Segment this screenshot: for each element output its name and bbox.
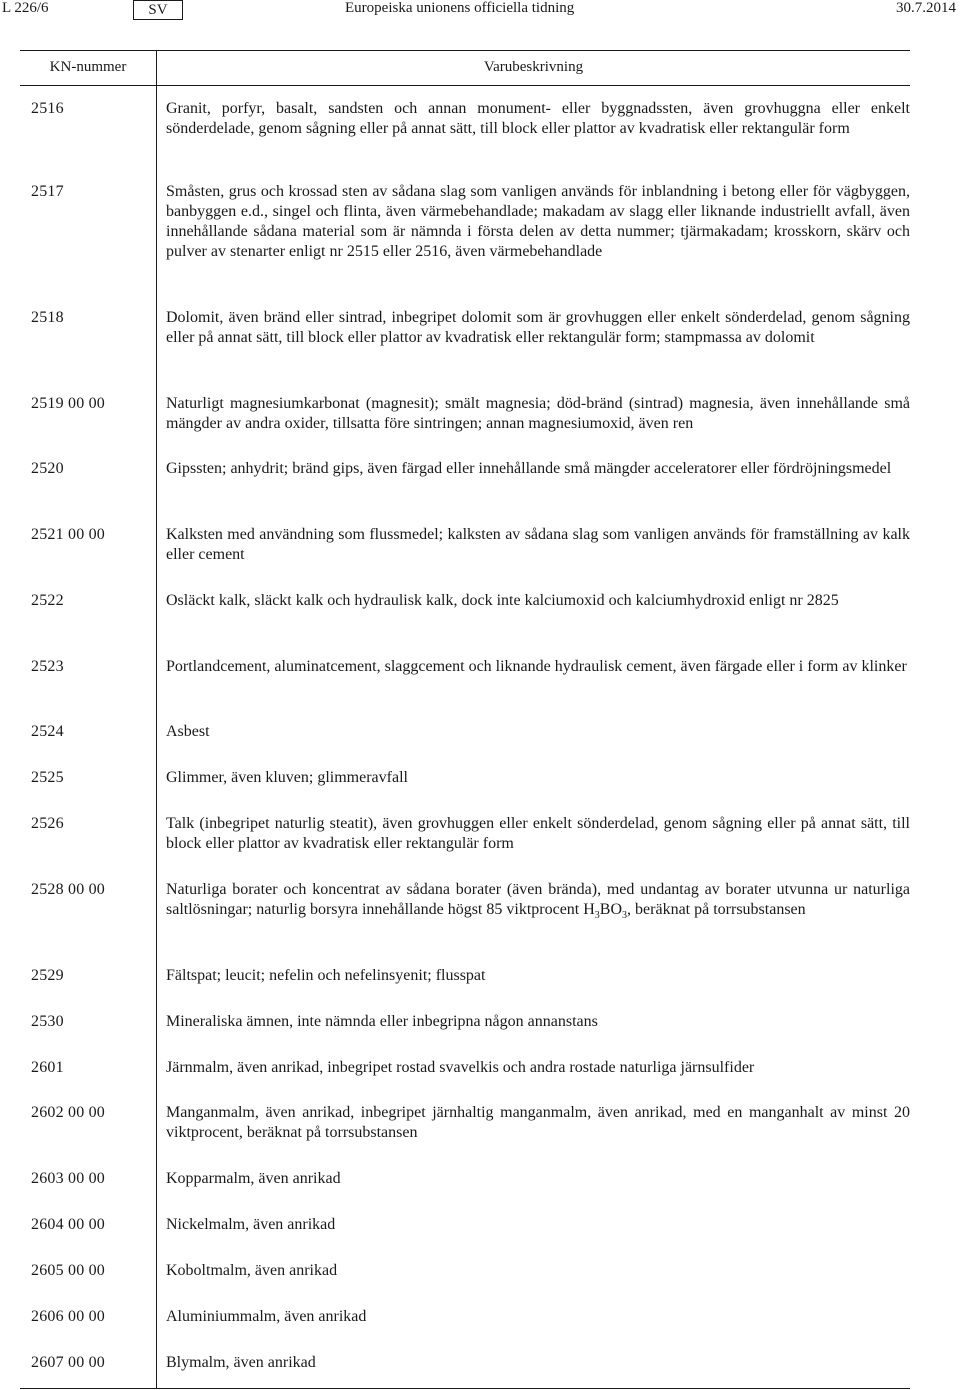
description: Kopparmalm, även anrikad bbox=[166, 1170, 341, 1187]
publication-date: 30.7.2014 bbox=[896, 0, 956, 16]
kn-code: 2516 bbox=[31, 100, 64, 117]
description: Mineraliska ämnen, inte nämnda eller inbegripna någon annanstans bbox=[166, 1013, 598, 1030]
column-divider bbox=[156, 51, 157, 1388]
description-text: BO bbox=[599, 901, 623, 918]
journal-title: Europeiska unionens officiella tidning bbox=[345, 0, 575, 16]
language-badge: SV bbox=[133, 0, 183, 20]
description: Naturligt magnesiumkarbonat (magnesit); smält magnesia; död-bränd (sintrad) magnesia, även innehållande små mängder av andra oxider, tillsatta före sintringen; annan magnesiumoxid, även ren bbox=[166, 395, 910, 432]
kn-code: 2601 bbox=[31, 1059, 64, 1076]
tariff-table bbox=[20, 50, 910, 1389]
description: Nickelmalm, även anrikad bbox=[166, 1216, 336, 1233]
description: Talk (inbegripet naturlig steatit), även grovhuggen eller enkelt sönderdelad, genom sågning eller på annat sätt, till block eller plattor av kvadratisk eller rektangulär form bbox=[166, 815, 910, 852]
description: Koboltmalm, även anrikad bbox=[166, 1262, 338, 1279]
subscript: 3 bbox=[622, 910, 628, 922]
description: Kalksten med användning som flussmedel; kalksten av sådana slag som vanligen används för framställning av kalk eller cement bbox=[166, 526, 910, 563]
description: Blymalm, även anrikad bbox=[166, 1354, 316, 1371]
kn-code: 2521 00 00 bbox=[31, 526, 105, 543]
description-text: Naturliga borater och koncentrat av sådana borater (även brända), med undantag av borater utvunna ur naturliga saltlösningar; naturlig borsyra innehållande högst 85 viktprocent H bbox=[166, 881, 910, 918]
kn-code: 2606 00 00 bbox=[31, 1308, 105, 1325]
description: Portlandcement, aluminatcement, slaggcement och liknande hydraulisk cement, även färgade eller i form av klinker bbox=[166, 658, 907, 675]
subscript: 3 bbox=[594, 910, 600, 922]
page-header bbox=[0, 0, 960, 22]
description: Manganmalm, även anrikad, inbegripet järnhaltig manganmalm, även anrikad, med en manganhalt av minst 20 viktprocent, beräknat på torrsubstansen bbox=[166, 1104, 910, 1141]
kn-code: 2520 bbox=[31, 460, 64, 477]
kn-code: 2605 00 00 bbox=[31, 1262, 105, 1279]
description: Glimmer, även kluven; glimmeravfall bbox=[166, 769, 408, 786]
column-header-description: Varubeskrivning bbox=[483, 59, 584, 75]
kn-code: 2525 bbox=[31, 769, 64, 786]
kn-code: 2518 bbox=[31, 309, 64, 326]
kn-code: 2602 00 00 bbox=[31, 1104, 105, 1121]
description: Fältspat; leucit; nefelin och nefelinsyenit; flusspat bbox=[166, 967, 486, 984]
kn-code: 2523 bbox=[31, 658, 64, 675]
kn-code: 2524 bbox=[31, 723, 64, 740]
kn-code: 2528 00 00 bbox=[31, 881, 105, 898]
kn-code: 2526 bbox=[31, 815, 64, 832]
kn-code: 2517 bbox=[31, 183, 64, 200]
description bbox=[166, 880, 910, 920]
description: Gipssten; anhydrit; bränd gips, även färgad eller innehållande små mängder acceleratorer eller fördröjningsmedel bbox=[166, 460, 892, 477]
description: Aluminiummalm, även anrikad bbox=[166, 1308, 367, 1325]
kn-code: 2604 00 00 bbox=[31, 1216, 105, 1233]
kn-code: 2607 00 00 bbox=[31, 1354, 105, 1371]
description: Småsten, grus och krossad sten av sådana slag som vanligen används för inblandning i betong eller för vägbyggen, banbyggen e.d., singel och flinta, även värmebehandlade; makadam av slagg eller liknande industriellt avfall, även innehållande sådana material som är nämnda i första delen av detta nummer; tjärmakadam; krosskorn, skärv och pulver av stenarter enligt nr 2515 eller 2516, även värmebehandlade bbox=[166, 183, 910, 260]
kn-code: 2519 00 00 bbox=[31, 395, 105, 412]
kn-code: 2603 00 00 bbox=[31, 1170, 105, 1187]
description: Granit, porfyr, basalt, sandsten och annan monument- eller byggnadssten, även grovhuggna eller enkelt sönderdelade, genom sågning eller på annat sätt, till block eller plattor av kvadratisk eller rektangulär form bbox=[166, 100, 910, 137]
description: Asbest bbox=[166, 723, 210, 740]
column-header-code: KN-nummer bbox=[49, 59, 127, 75]
description-text: , beräknat på torrsubstansen bbox=[627, 901, 806, 918]
table-header bbox=[20, 51, 910, 86]
kn-code: 2530 bbox=[31, 1013, 64, 1030]
description: Järnmalm, även anrikad, inbegripet rostad svavelkis och andra rostade naturliga järnsulfider bbox=[166, 1059, 755, 1076]
description: Dolomit, även bränd eller sintrad, inbegripet dolomit som är grovhuggen eller enkelt sönderdelad, genom sågning eller på annat sätt, till block eller plattor av kvadratisk eller rektangulär form; stampmassa av dolomit bbox=[166, 309, 910, 346]
page-reference: L 226/6 bbox=[2, 0, 49, 16]
description: Osläckt kalk, släckt kalk och hydraulisk kalk, dock inte kalciumoxid och kalciumhydroxid enligt nr 2825 bbox=[166, 592, 839, 609]
kn-code: 2529 bbox=[31, 967, 64, 984]
kn-code: 2522 bbox=[31, 592, 64, 609]
